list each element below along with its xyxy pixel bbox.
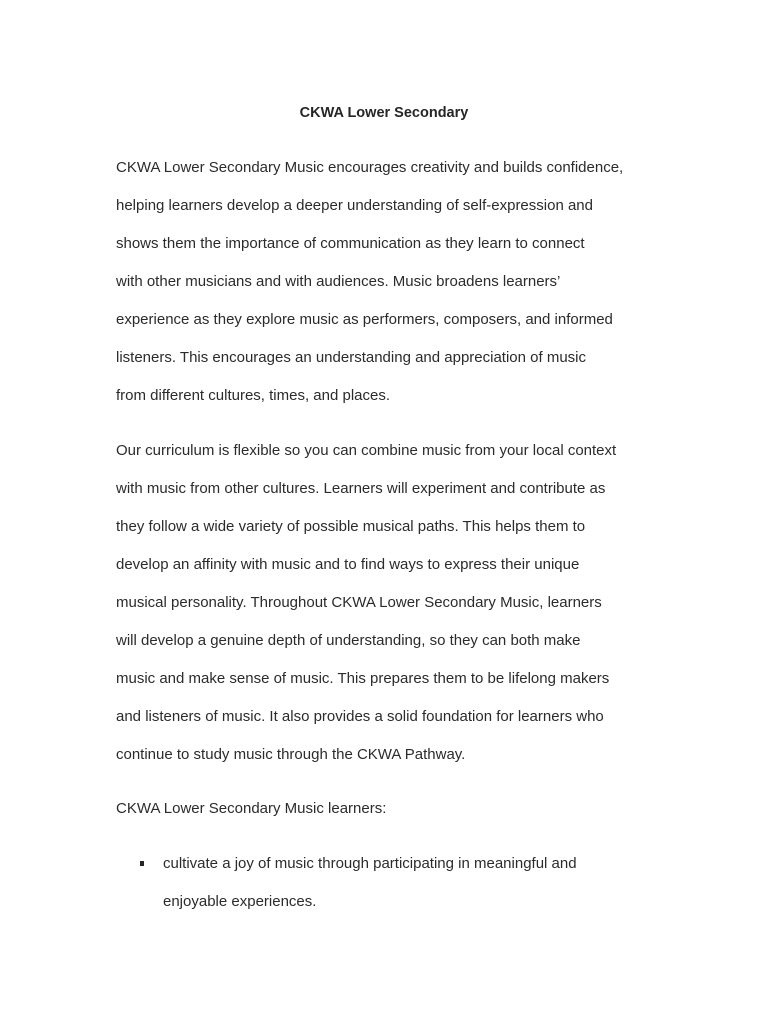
paragraph-intro	[116, 149, 656, 415]
paragraph-line: and listeners of music. It also provides a solid foundation for learners who	[116, 708, 604, 725]
paragraph-line: continue to study music through the CKWA Pathway.	[116, 746, 466, 763]
paragraph-line: develop an affinity with music and to find ways to express their unique	[116, 556, 580, 573]
list-item	[116, 845, 676, 921]
paragraph-line: listeners. This encourages an understanding and appreciation of music	[116, 349, 587, 366]
paragraph-line: CKWA Lower Secondary Music learners:	[116, 800, 387, 817]
paragraph-line: with music from other cultures. Learners will experiment and contribute as	[116, 480, 606, 497]
paragraph-line: experience as they explore music as performers, composers, and informed	[116, 311, 613, 328]
paragraph-line: shows them the importance of communication as they learn to connect	[116, 235, 585, 252]
paragraph-line: they follow a wide variety of possible musical paths. This helps them to	[116, 518, 586, 535]
paragraph-line: Our curriculum is flexible so you can combine music from your local context	[116, 442, 617, 459]
square-bullet-icon	[140, 861, 144, 866]
document-title: CKWA Lower Secondary	[299, 105, 469, 121]
paragraph-line: music and make sense of music. This prepares them to be lifelong makers	[116, 670, 610, 687]
paragraph-curriculum	[116, 432, 656, 774]
paragraph-line: helping learners develop a deeper understanding of self-expression and	[116, 197, 593, 214]
paragraph-line: from different cultures, times, and places.	[116, 387, 391, 404]
paragraph-line: with other musicians and with audiences. Music broadens learners’	[116, 273, 561, 290]
list-item-line: cultivate a joy of music through participating in meaningful and	[163, 855, 577, 872]
paragraph-line: CKWA Lower Secondary Music encourages creativity and builds confidence,	[116, 159, 624, 176]
paragraph-line: musical personality. Throughout CKWA Lower Secondary Music, learners	[116, 594, 602, 611]
paragraph-learners-intro	[116, 790, 656, 828]
list-item-line: enjoyable experiences.	[163, 893, 317, 910]
bullet-list	[116, 845, 676, 921]
paragraph-line: will develop a genuine depth of understanding, so they can both make	[116, 632, 581, 649]
